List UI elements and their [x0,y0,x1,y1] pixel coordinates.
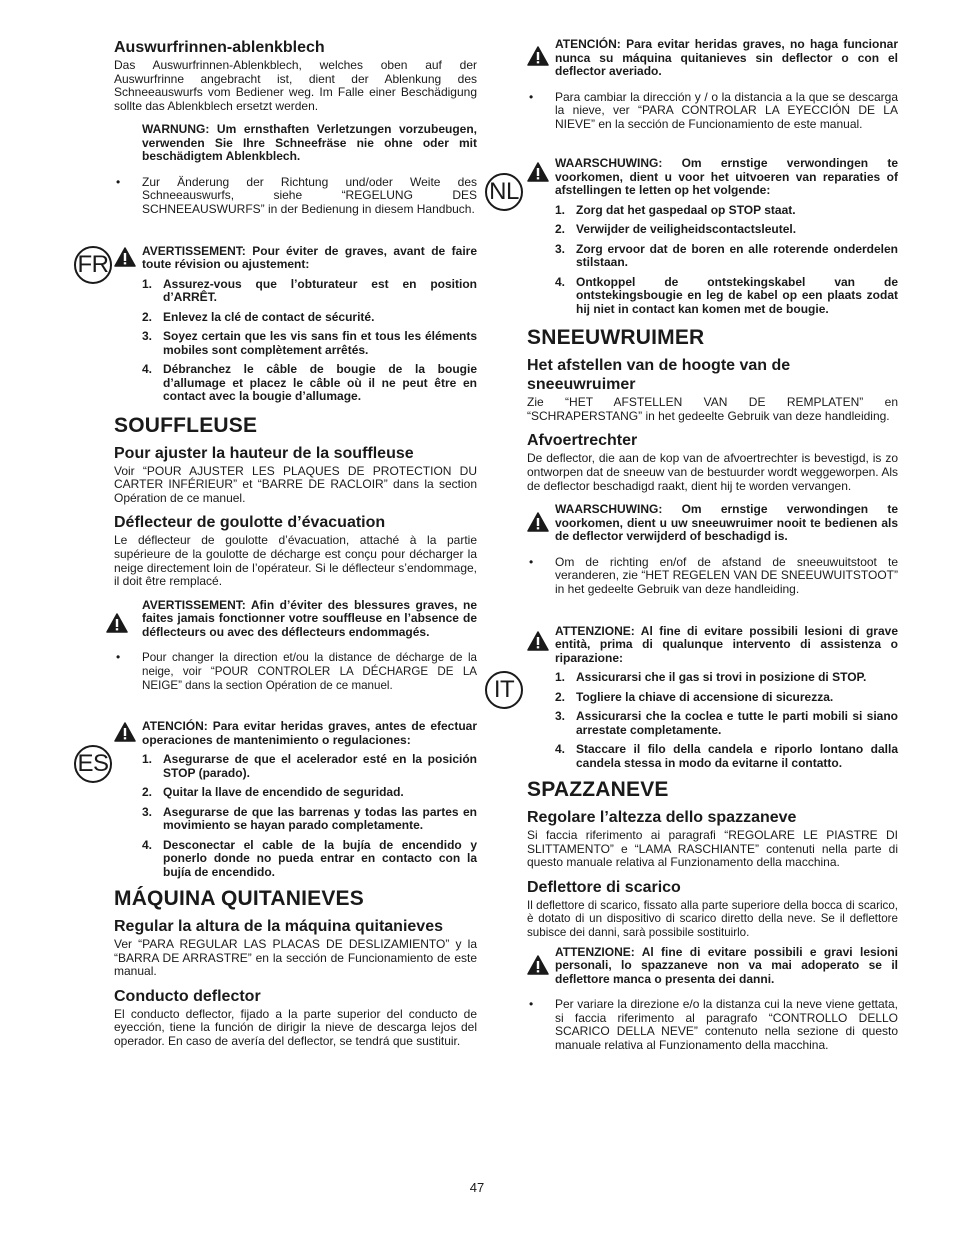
step-number: 1. [142,752,153,767]
nl-warning-text: WAARSCHUWING: Om ernstige verwondingen te voorkomen, dient u voor het uitvoeren van reparaties of afstellingen te letten op het volgende: [555,156,898,198]
fr-warning-text: AVERTISSEMENT: Pour éviter de graves, avant de faire toute révision ou ajustement: [142,243,477,272]
es-warning [114,720,477,747]
it-sub1: Regolare l’altezza dello spazzaneve [527,809,797,827]
it-bullet [527,998,898,1052]
fr-sub1: Pour ajuster la hauteur de la souffleuse [114,444,414,462]
fr-warning2-text: AVERTISSEMENT: Afin d’éviter des blessures graves, ne faites jamais fonctionner votre souffleuse en l’absence de déflecteurs ou avec des déflecteurs endommagés. [142,597,477,639]
step-text: Enlevez la clé de contact de sécurité. [163,309,375,324]
step-text: Zorg dat het gaspedaal op STOP staat. [576,202,796,217]
es-warning2 [527,38,898,79]
de-warning-text: WARNUNG: Um ernsthaften Verletzungen vorzubeugen, verwenden Sie Ihre Schneefräse nie ohne oder mit beschädigtem Ablenkblech. [142,122,477,164]
es-sub1-body: Ver “PARA REGULAR LAS PLACAS DE DESLIZAMIENTO” y la “BARRA DE ARRASTRE” en la sección de Funcionamiento de este manual. [114,937,477,979]
step-number: 4. [142,837,153,852]
es-warning-text: ATENCIÓN: Para evitar heridas graves, antes de efectuar operaciones de mantenimiento o regulaciones: [142,719,477,747]
nl-steps-list [527,204,898,317]
bullet-dot: • [529,997,534,1012]
list-item [555,276,898,317]
fr-sub2: Déflecteur de goulotte d’évacuation [114,514,386,532]
nl-sub2: Afvoertrechter [527,432,638,450]
nl-warning [527,157,898,198]
it-warning-text: ATTENZIONE: Al fine di evitare possibili lesioni di grave entità, prima di qualunque intervento di assistenza o riparazione: [555,623,898,665]
step-text: Assicurarsi che la coclea e tutte le parti mobili si siano arrestate completamente. [576,709,898,737]
de-warning [114,123,477,164]
page-number: 47 [469,1180,485,1195]
warning-triangle-icon [106,613,128,633]
language-badge-fr: FR [74,246,112,284]
nl-warning2 [527,503,898,544]
step-number: 3. [142,329,153,344]
step-number: 3. [555,241,566,256]
nl-bullet [527,556,898,597]
language-badge-it: IT [485,671,523,709]
step-text: Staccare il filo della candela e riporlo lontano dalla candela stessa in modo da evitarne il contatto. [576,742,898,770]
it-sub1-body: Si faccia riferimento ai paragrafi “REGOLARE LE PIASTRE DI SLITTAMENTO” e “LAMA RASCHIANTE” contenuti nella parte di questo manuale relativa al Funzionamento della macchina. [527,828,898,870]
nl-bullet-text: Om de richting en/of de afstand de sneeuwuitstoot te veranderen, zie “HET REGELEN VAN DE SNEEUWUITSTOOT” in het gedeelte Gebruik van deze handleiding. [555,554,898,596]
fr-warning [114,245,477,272]
step-text: Ontkoppel de ontstekingskabel van de ontstekingsbougie en leg de kabel op een plaats zodat hij niet in contact kan komen met de bougie. [576,274,898,316]
es-bullet [527,91,898,132]
it-warning2-text: ATTENZIONE: Al fine di evitare possibili e gravi lesioni personali, lo spazzaneve non va mai adoperato se il deflettore manca o presenta dei danni. [555,944,898,986]
step-number: 3. [142,804,153,819]
fr-warning2 [114,599,477,640]
list-item [555,243,898,270]
list-item [555,710,898,737]
list-item [142,330,477,357]
list-item [142,363,477,404]
warning-triangle-icon [527,631,549,651]
de-bullet-text: Zur Änderung der Richtung und/oder Weite des Schneeauswurfs, siehe “REGELUNG DES SCHNEEAUSWURFS” in der Bedienung in diesem Handbuch. [142,174,477,217]
fr-title: SOUFFLEUSE [114,413,258,437]
es-title: MÁQUINA QUITANIEVES [114,887,364,911]
step-text: Zorg ervoor dat de boren en alle roterende onderdelen stilstaan. [576,241,898,270]
step-text: Assurez-vous que l’obturateur est en position d’ARRÊT. [163,276,477,305]
es-sub2: Conducto deflector [114,987,261,1005]
step-number: 1. [555,202,566,217]
language-badge-es: ES [74,745,112,783]
warning-triangle-icon [527,955,549,975]
nl-warning2-text: WAARSCHUWING: Om ernstige verwondingen te voorkomen, dient u uw sneeuwruimer nooit te bedienen als de deflector verwijderd of beschadigd is. [555,502,898,544]
list-item [555,671,898,685]
step-text: Togliere la chiave di accensione di sicurezza. [576,689,834,704]
warning-triangle-icon [114,247,136,267]
nl-sub1-body: Zie “HET AFSTELLEN VAN DE REMPLATEN” en “SCHRAPERSTANG” in het gedeelte Gebruik van deze handleiding. [527,395,898,423]
nl-sub1: Het afstellen van de hoogte van de sneeuwruimer [527,357,791,394]
it-warning2 [527,946,898,987]
es-warning2-text: ATENCIÓN: Para evitar heridas graves, no haga funcionar nunca su máquina quitanieves sin deflector o con el deflector averiado. [555,37,898,78]
list-item [142,753,477,780]
list-item [555,223,898,237]
it-bullet-text: Per variare la direzione e/o la distanza cui la neve viene gettata, si faccia riferimento al paragrafo “CONTROLLO DELLO SCARICO DELLA NEVE” contenuto nella sezione di questo manuale relativa al Funzionamento della macchina. [555,997,898,1052]
bullet-dot: • [116,174,121,189]
es-sub2-body: El conducto deflector, fijado a la parte superior del conducto de eyección, tiene la función de dirigir la nieve de descarga lejos del operador. En caso de avería del deflector, se tendrá que sustituir. [114,1006,477,1049]
list-item [555,691,898,705]
nl-title: SNEEUWRUIMER [527,326,705,350]
it-warning [527,625,898,666]
warning-triangle-icon [527,512,549,532]
list-item [555,204,898,218]
es-sub1: Regular la altura de la máquina quitanieves [114,918,443,936]
list-item [142,806,477,833]
fr-bullet [114,651,477,692]
step-number: 4. [142,362,153,377]
right-column [527,38,898,1052]
warning-triangle-icon [527,46,549,66]
language-badge-nl: NL [485,173,523,211]
fr-bullet-text: Pour changer la direction et/ou la distance de décharge de la neige, voir “POUR CONTROLER LA DÉCHARGE DE LA NEIGE” dans la section Opération de ce manuel. [142,651,477,692]
it-sub2-body: Il deflettore di scarico, fissato alla parte superiore della bocca di scarico, è dotato di un dispositivo di scarico diretto della neve. Se il deflettore subisce dei danni, sarà possibile sostituirlo. [527,898,898,939]
nl-sub2-body: De deflector, die aan de kop van de afvoertrechter is bevestigd, is zo ontworpen dat de sneeuw van de bestuurder wordt weggeworpen. Als de deflector beschadigd raakt, dient hij te worden vervangen. [527,451,898,493]
warning-triangle-icon [114,722,136,742]
step-number: 1. [142,276,153,291]
step-text: Asegurarse de que el acelerador esté en la posición STOP (parado). [163,752,477,780]
it-sub2: Deflettore di scarico [527,878,681,896]
step-number: 4. [555,742,566,757]
fr-sub2-body: Le déflecteur de goulotte d’évacuation, attaché à la partie supérieure de la goulotte de décharge est conçu pour décharger la neige directement loin de l’opérateur. Si le déflecteur s’endommage, il doit être remplacé. [114,533,477,589]
left-column [114,38,477,1049]
list-item [142,278,477,305]
bullet-dot: • [529,89,534,104]
list-item [555,743,898,770]
step-number: 2. [555,222,566,237]
step-number: 2. [142,309,153,324]
step-text: Quitar la llave de encendido de seguridad. [163,785,404,800]
it-steps-list [527,671,898,770]
step-text: Débranchez le câble de bougie de la bougie d’allumage et placez le câble où il ne peut être en contact avec la bougie d’allumage. [163,362,477,404]
de-body: Das Auswurfrinnen-Ablenkblech, welches oben auf der Auswurfrinne angebracht ist, dient der Ablenkung des Schneeauswurfs vom Bediener weg. Im Falle einer Beschädigung sollte das Ablenkblech ersetzt werden. [114,58,477,113]
bullet-dot: • [529,554,534,569]
fr-sub1-body: Voir “POUR AJUSTER LES PLAQUES DE PROTECTION DU CARTER INFÉRIEUR” et “BARRE DE RACLOIR” dans la section Opération de ce manuel. [114,463,477,505]
step-number: 2. [142,785,153,800]
list-item [142,839,477,880]
step-text: Assicurarsi che il gas si trovi in posizione di STOP. [576,670,867,685]
step-number: 4. [555,274,566,289]
step-number: 1. [555,670,566,685]
step-text: Verwijder de veiligheidscontactsleutel. [576,222,797,237]
bullet-dot: • [116,650,121,665]
step-text: Soyez certain que les vis sans fin et tous les éléments mobiles sont complètement arrêtés. [163,329,477,357]
es-bullet-text: Para cambiar la dirección y / o la distancia a la que se descarga la nieve, ver “PARA CONTROLAR LA EYECCIÓN DE LA NIEVE” en la sección de Funcionamiento de este manual. [555,89,898,131]
de-heading: Auswurfrinnen-ablenkblech [114,39,325,56]
list-item [142,786,477,800]
de-bullet [114,176,477,217]
fr-steps-list [114,278,477,404]
step-text: Asegurarse de que las barrenas y todas las partes en movimiento se hayan parado completamente. [163,804,477,833]
step-text: Desconectar el cable de la bujía de encendido y ponerlo donde no pueda entrar en contacto con la bujía de encendido. [163,837,477,879]
it-title: SPAZZANEVE [527,778,669,802]
step-number: 3. [555,709,566,724]
list-item [142,311,477,325]
step-number: 2. [555,689,566,704]
warning-triangle-icon [527,162,549,182]
es-steps-list [114,753,477,879]
